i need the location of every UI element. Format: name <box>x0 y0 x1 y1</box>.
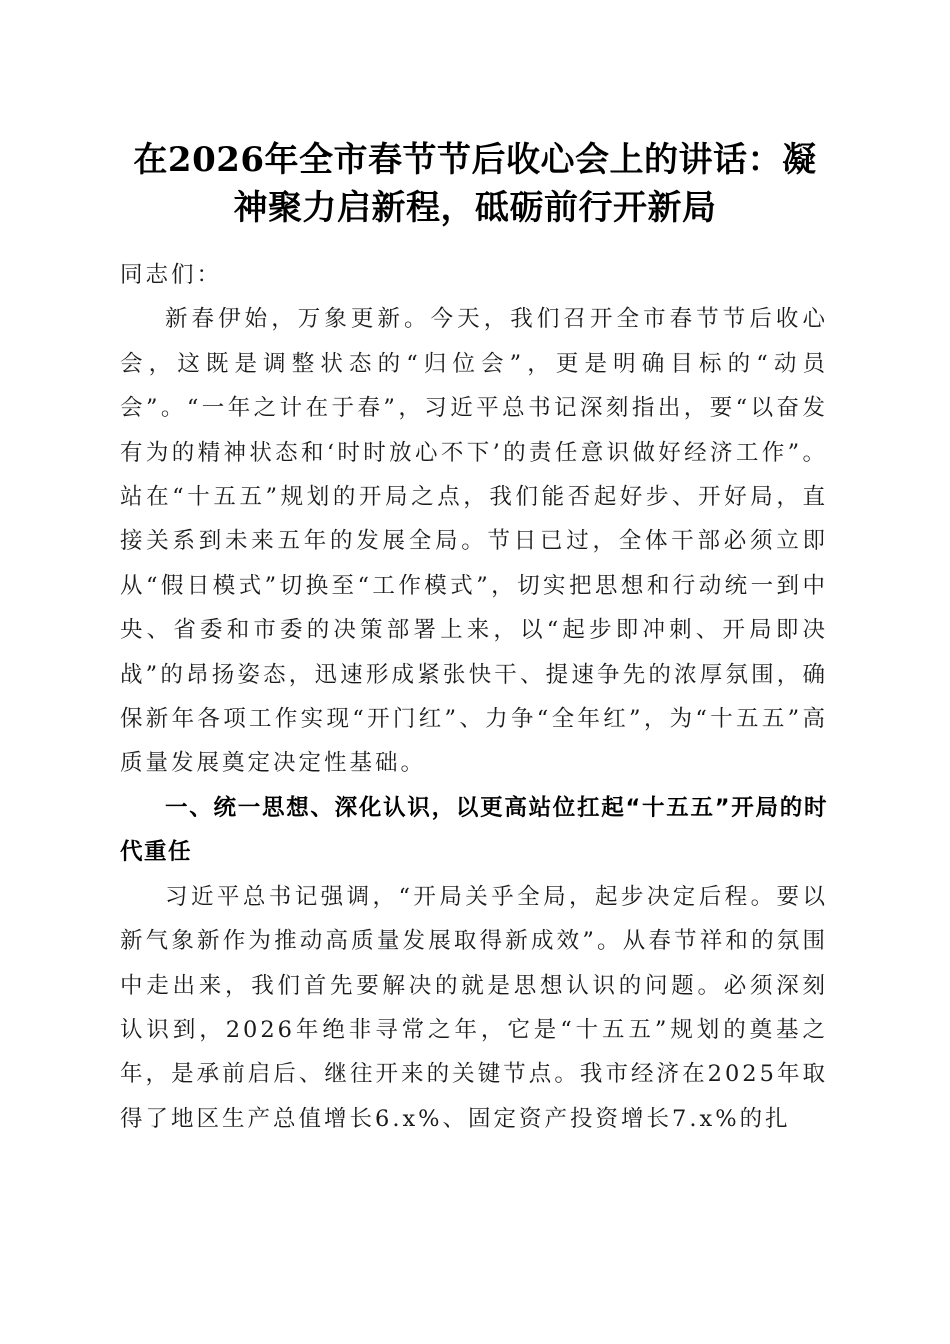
section-heading-1: 一、统一思想、深化认识，以更高站位扛起“十五五”开局的时代重任 <box>120 794 828 866</box>
paragraph-intro: 新春伊始，万象更新。今天，我们召开全市春节节后收心会，这既是调整状态的“归位会”，更是明确目标的“动员会”。“一年之计在于春”，习近平总书记深刻指出，要“以奋发有为的精神状态和‘时时放心不下’的责任意识做好经济工作”。站在“十五五”规划的开局之点，我们能否起好步、开好局，直接关系到未来五年的发展全局。节日已过，全体干部必须立即从“假日模式”切换至“工作模式”，切实把思想和行动统一到中央、省委和市委的决策部署上来，以“起步即冲刺、开局即决战”的昂扬姿态，迅速形成紧张快干、提速争先的浓厚氛围，确保新年各项工作实现“开门红”、力争“全年红”，为“十五五”高质量发展奠定决定性基础。 <box>120 306 828 777</box>
section-paragraph-1: 习近平总书记强调，“开局关乎全局，起步决定后程。要以新气象新作为推动高质量发展取得新成效”。从春节祥和的氛围中走出来，我们首先要解决的就是思想认识的问题。必须深刻认识到，2026年绝非寻常之年，它是“十五五”规划的奠基之年，是承前启后、继往开来的关键节点。我市经济在2025年取得了地区生产总值增长6.x%、固定资产投资增长7.x%的扎 <box>120 883 828 1132</box>
document-body <box>120 253 828 1141</box>
greeting: 同志们： <box>120 262 223 288</box>
document-title: 在2026年全市春节节后收心会上的讲话：凝神聚力启新程，砥砺前行开新局 <box>133 140 817 228</box>
